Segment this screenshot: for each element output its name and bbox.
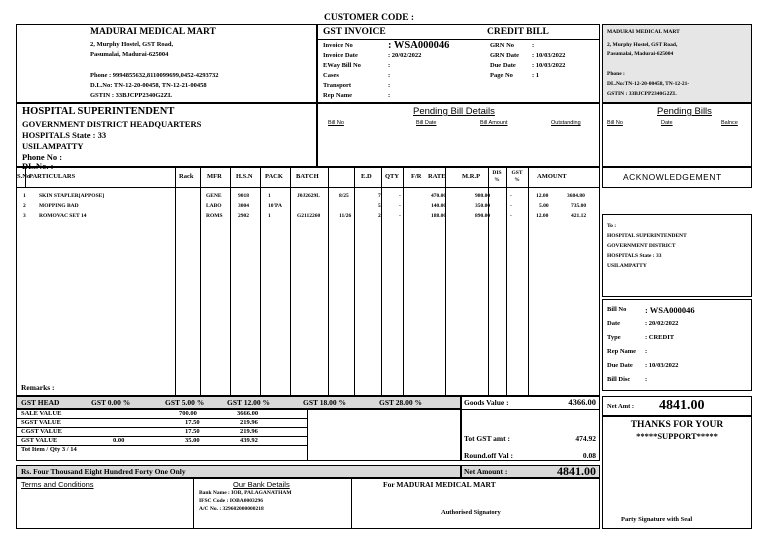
ack-net-amount: 4841.00 [659,398,705,413]
table-row [17,193,599,202]
pending-bills-col-balance: Balnce [721,120,738,126]
pending-col-bill-amount: Bill Amount [480,120,508,126]
tot-gst-label: Tot GST amt : [464,434,511,443]
col-amount: AMOUNT [537,173,567,180]
cell-qty: 5 [378,203,381,209]
gst-head-row [16,396,461,409]
col-rate: RATE [428,173,446,180]
col-dis: DIS % [492,170,502,183]
cell-sno: 1 [23,193,26,199]
gst-value-12: 439.92 [240,437,258,444]
seller-gstin: GSTIN : 33BJCPP2340G2ZL [90,92,173,99]
ack-disc: : [645,376,648,383]
cases-label: Cases [323,72,339,79]
gst-head-28: GST 28.00 % [379,398,422,407]
col-rack: Rack [179,173,194,180]
for-company-label: For MADURAI MEDICAL MART [383,480,496,489]
seller-address2: Pasumalai, Madurai-625004 [90,51,169,58]
cell-gst: 12.00 [536,193,549,199]
ack-date-label: Date [607,320,620,327]
copy-seller-box [602,24,752,103]
col-mfr: MFR [207,173,222,180]
pending-details-box [317,103,600,167]
due-date: : 10/03/2022 [532,62,566,69]
cell-sno: 2 [23,203,26,209]
copy-seller-gstin: GSTIN : 33BJCPP2340G2ZL [607,91,677,97]
col-hsn: H.S.N [236,173,253,180]
ack-line4: USILAMPATTY [607,263,647,269]
cell-dis: - [510,213,512,219]
ack-line2: GOVERNMENT DISTRICT [607,243,676,249]
cases-value: : [388,72,391,79]
rep-name-value: : [388,92,391,99]
cell-batch: G2112260 [297,213,321,219]
due-date-label: Due Date [490,62,516,69]
ack-title: ACKNOWLEDGEMENT [623,172,722,182]
grn-date-label: GRN Date [490,52,520,59]
cell-dis: - [510,203,512,209]
ack-bill-no-label: Bill No [607,306,627,313]
ack-bill-no: : WSA000046 [645,305,695,315]
cell-mfr: GENE [206,193,222,199]
cell-fr: - [399,213,401,219]
tot-gst-amount: 474.92 [575,434,596,443]
cell-hsn: 2902 [238,213,249,219]
cell-mrp: 980.00 [475,193,491,199]
gst-head-0: GST 0.00 % [91,398,131,407]
ack-net-label: Net Amt : [607,403,635,410]
customer-code-label: CUSTOMER CODE : [324,13,415,23]
invoice-date-label: Invoice Date [323,52,358,59]
cell-sno: 3 [23,213,26,219]
ack-type: : CREDIT [645,334,675,341]
eway-value: : [388,62,391,69]
cgst-value-label: CGST VALUE [21,428,63,435]
page-no: : 1 [532,72,540,79]
pending-col-bill-date: Bill Date [416,120,437,126]
table-row [17,213,599,222]
cgst-value-12: 219.96 [240,428,258,435]
ack-thanks-box [602,416,752,529]
cell-gst: 12.00 [536,213,549,219]
party-signature: Party Signature with Seal [621,516,693,523]
terms-and-conditions: Terms and Conditions [21,480,94,489]
bank-ifsc: IFSC Code : IOBA0003296 [199,498,264,504]
goods-value-label: Goods Value : [464,398,509,407]
col-particulars: PARTICULARS [29,173,76,180]
cell-rate: 470.00 [431,193,447,199]
buyer-line4: USILAMPATTY [22,141,84,151]
buyer-line1: HOSPITAL SUPERINTENDENT [22,106,175,117]
pending-bills-col-bill-no: Bill No [607,120,623,126]
round-off-value: 0.08 [582,451,596,460]
invoice-info-box [317,24,600,103]
col-qty: QTY [385,173,400,180]
cell-pack: 1 [268,193,271,199]
round-off-label: Round.off Val : [464,451,513,460]
thanks-line1: THANKS FOR YOUR [630,420,724,430]
amount-words: Rs. Four Thousand Eight Hundred Forty One Only [21,467,186,476]
rep-name-label: Rep Name [323,92,353,99]
gst-values-box [16,409,461,461]
cell-dis: - [510,193,512,199]
buyer-line3: HOSPITALS State : 33 [22,130,107,140]
cell-particulars: ROMOVAC SET 14 [39,213,87,219]
sale-value-12: 3666.00 [237,410,259,417]
cell-rate: 188.00 [431,213,447,219]
table-row [17,203,599,212]
ack-rep-label: Rep Name [607,348,637,355]
pending-bills-title: Pending Bills [657,106,712,117]
ack-disc-label: Bill Disc [607,376,631,383]
col-ed: E.D [361,173,372,180]
sale-value-label: SALE VALUE [21,410,62,417]
seller-name: MADURAI MEDICAL MART [90,27,216,37]
sale-value-5: 700.00 [179,410,197,417]
eway-label: EWay Bill No [323,62,361,69]
transport-label: Transport [323,82,352,89]
cell-pack: 10'PA [268,203,282,209]
cell-fr: - [399,193,401,199]
copy-seller-address2: Pasumalai, Madurai-625004 [607,51,674,57]
gst-head-12: GST 12.00 % [227,398,270,407]
grn-no-label: GRN No [490,42,515,49]
ack-line1: HOSPITAL SUPERINTENDENT [607,233,687,239]
cell-ed: 11/26 [339,213,352,219]
ack-rep: : [645,348,648,355]
bank-name: Bank Name : IOB, PALAGANATHAM [199,490,292,496]
gst-head-label: GST HEAD [21,398,60,407]
gst-head-18: GST 18.00 % [303,398,346,407]
cell-amount: 421.12 [571,213,587,219]
gst-value-label: GST VALUE [21,437,58,444]
cell-batch: J0J2629L [297,193,320,199]
credit-bill-title: CREDIT BILL [487,27,549,37]
invoice-title: GST INVOICE [323,27,386,37]
bank-acno: A/C No. : 329602000000218 [199,506,264,512]
amount-words-row [16,465,461,478]
sgst-value-label: SGST VALUE [21,419,61,426]
pending-bills-box [602,103,752,167]
cell-amount: 3684.80 [567,193,585,199]
seller-phone: Phone : 9994855632,8110099699,0452-4293732 [90,72,219,79]
copy-seller-name: MADURAI MEDICAL MART [607,29,680,35]
gst-value-5: 35.00 [185,437,200,444]
net-amount-row [461,465,600,478]
ack-title-box [602,167,752,188]
ack-to-box [602,214,752,297]
copy-seller-phone: Phone : [607,71,625,77]
ack-due: : 10/03/2022 [645,362,679,369]
col-sno: S.No [17,173,31,180]
pending-col-bill-no: Bill No [328,120,344,126]
col-pack: PACK [265,173,283,180]
transport-value: : [388,82,391,89]
cell-amount: 735.00 [571,203,587,209]
col-fr: F/R [411,173,422,180]
gst-head-5: GST 5.00 % [165,398,205,407]
invoice-no-label: Invoice No [323,42,353,49]
net-amount: 4841.00 [557,464,596,478]
ack-bill-box [602,299,752,391]
ack-date: : 20/02/2022 [645,320,679,327]
cell-fr: - [399,203,401,209]
goods-value: 4366.00 [568,397,596,407]
remarks-label: Remarks : [21,383,55,392]
cell-pack: 1 [268,213,271,219]
cgst-value-5: 17.50 [185,428,200,435]
invoice-date: : 20/02/2022 [388,52,422,59]
cell-particulars: MOPPING BAD [39,203,79,209]
seller-address1: 2, Murphy Hostel, GST Road, [90,41,174,48]
tot-item-qty: Tot Item / Qty 3 / 14 [21,446,77,453]
invoice-no: : WSA000046 [388,40,450,51]
cell-gst: 5.00 [539,203,549,209]
buyer-dl: DL.No. : [22,161,54,171]
grn-no: : [532,42,535,49]
pending-col-outstanding: Outstanding [551,120,581,126]
cell-qty: 2 [378,213,381,219]
cell-mrp: 350.00 [475,203,491,209]
ack-line3: HOSPITALS State : 33 [607,253,662,259]
col-mrp: M.R.P [462,173,481,180]
pending-bills-col-date: Date [661,120,673,126]
cell-particulars: SKIN STAPLER[APPOSE] [39,193,105,199]
ack-to: To : [607,223,617,229]
buyer-phone: Phone No : [22,152,63,162]
seller-dl: D.L.No: TN-12-20-00458, TN-12-21-00458 [90,82,207,89]
cell-mfr: ROMS [206,213,223,219]
copy-seller-dl: DL.No:TN-12-20-00458, TN-12-21- [607,81,690,87]
seller-box [16,24,317,103]
buyer-box [16,103,317,171]
copy-seller-address1: 2, Murphy Hostel, GST Road, [607,42,678,48]
items-table [16,167,600,396]
page-no-label: Page No [490,72,513,79]
sgst-value-5: 17.50 [185,419,200,426]
net-amount-label: Net Amount : [464,467,508,476]
ack-due-label: Due Date [607,362,633,369]
cell-rate: 140.00 [431,203,447,209]
cell-hsn: 9018 [238,193,249,199]
thanks-line2: *****SUPPORT***** [636,431,718,441]
cell-mrp: 890.00 [475,213,491,219]
gst-value-0: 0.00 [113,437,125,444]
ack-net-box [602,396,752,416]
col-gst: GST % [511,170,523,183]
cell-qty: 7 [378,193,381,199]
cell-ed: 8/25 [339,193,349,199]
totals-box [461,396,600,461]
cell-hsn: 3004 [238,203,249,209]
grn-date: : 10/03/2022 [532,52,566,59]
buyer-line2: GOVERNMENT DISTRICT HEADQUARTERS [22,119,202,129]
authorised-signatory: Authorised Signatory [441,509,501,516]
pending-details-title: Pending Bill Details [413,106,495,117]
footer-box [16,478,600,529]
cell-mfr: LABO [206,203,222,209]
sgst-value-12: 219.96 [240,419,258,426]
ack-type-label: Type [607,334,621,341]
col-batch: BATCH [296,173,319,180]
bank-details-title: Our Bank Details [233,480,290,489]
